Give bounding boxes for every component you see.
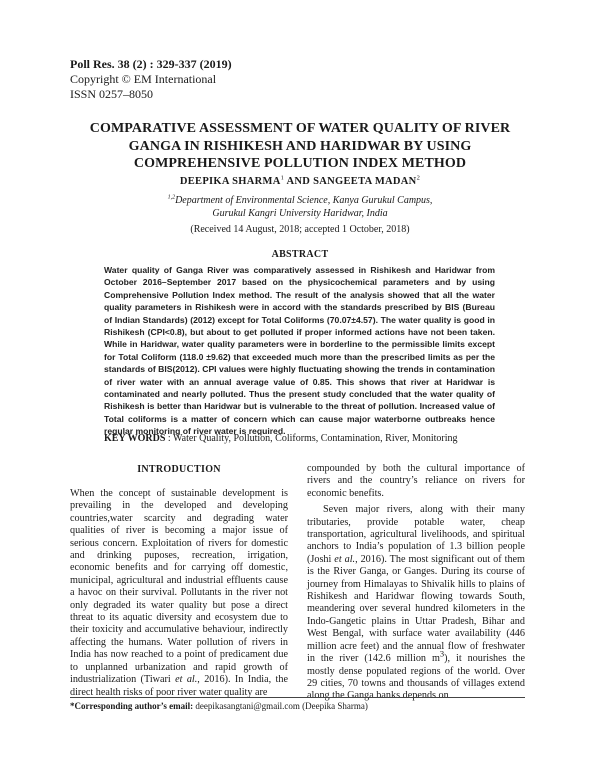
affiliation-line-2: Gurukul Kangri University Haridwar, India — [212, 207, 388, 219]
title-line-3: COMPREHENSIVE POLLUTION INDEX METHOD — [133, 156, 467, 171]
received-dates: (Received 14 August, 2018; accepted 1 October, 2018) — [190, 224, 410, 235]
title-line-2: GANGA IN RISHIKESH AND HARIDWAR BY USING — [128, 138, 472, 154]
left-column — [70, 488, 288, 699]
keywords — [104, 433, 524, 444]
right-column — [307, 463, 525, 703]
abstract-heading: ABSTRACT — [271, 249, 329, 260]
intro-paragraph-1-cont: compounded by both the cultural importance of rivers and the country’s reliance on rivers for economic benefits. — [307, 463, 525, 499]
journal-copyright: Copyright © EM International — [70, 72, 217, 86]
journal-volume: Poll Res. 38 (2) : 329-337 (2019) — [70, 57, 232, 71]
paper-title — [60, 120, 540, 173]
abstract-text: Water quality of Ganga River was comparatively assessed in Rishikesh and Haridwar from October 2016–September 2017 based on the physicochemical parameters and by using Comprehensive Pollution Index method. The result of the analysis showed that all the water quality parameters in Rishikesh were in accord with the standards prescribed by BIS (Bureau of Indian Standards) (2012) except for Total Coliforms (70.07±4.57). The water quality is good in Rishikesh (CPI<0.8), but about to get polluted if proper informed actions have not been taken. While in Haridwar, water quality parameters were in borderline to the permissible limits except for Total Coliform (118.0 ±9.62) that exceeded much more than the prescribed limits as per the standards of BIS(2012). CPI values were highly fluctuating showing the trends in contamination of river water with an annual average value of 0.85. This shows that river at Haridwar is contaminated and nearly polluted. Thus the present study concluded that the water quality of Rishikesh is better than Haridwar but is vulnerable to the threat of pollution. Increased value of Total coliforms is a matter of concern which can cause major waterborne outbreaks hence regular monitoring of river water is required. — [104, 265, 495, 437]
corresponding-author-footnote — [70, 701, 368, 711]
citation-etal: et al. — [175, 674, 198, 686]
intro-paragraph-2: Seven major rivers, along with their many tributaries, provide potable water, cheap transportation, agricultural livelihoods, and spiritual anchors to India’s population of 1.3 billion people (Joshi et al., 2016). The most significant out of them is the River Ganga, or Ganges. During its course of journey from Himalayas to Shivalik hills to plains of Rishikesh and Haridwar flowing towards South, meandering over several hundred kilometers in the Indo-Gangetic plains in Uttar Pradesh, Bihar and West Bengal, with surface water availability (446 million acre feet) and the annual flow of freshwater in the river (142.6 million $m^3$), it nourishes the mostly dense populated regions of the world. Over 29 cities, 70 towns and thousands of villages extend along the Ganga banks depends on — [307, 504, 525, 702]
author-joiner: AND — [284, 176, 314, 187]
author-1-affil-mark: 1 — [280, 174, 285, 182]
author-list — [60, 176, 540, 187]
footnote-label: *Corresponding author’s email: — [70, 701, 194, 711]
author-1: DEEPIKA SHARMA — [179, 176, 281, 187]
footnote-divider — [70, 697, 525, 698]
footnote-email[interactable]: deepikasangtani@gmail.com (Deepika Sharma) — [193, 701, 368, 711]
unit-superscript: 3 — [439, 648, 445, 659]
keywords-list: : Water Quality, Pollution, Coliforms, Contamination, River, Monitoring — [165, 433, 458, 444]
citation-etal: et al. — [334, 553, 356, 565]
journal-citation — [70, 57, 232, 102]
intro-paragraph-1: When the concept of sustainable development is prevailing in the developed and developing countries,water scarcity and degrading water qualities of river is becoming a major issue of serious concern. Exploitation of rivers for domestic and drinking puposes, recreation, irrigation, economic benefits and for carrying off domestic, municipal, agricultural and industrial effluents cause a havoc on their survival. Pollutants in the river not only degraded its water quality but pose a direct threat to its aquatic diversity and ecosystem due to their toxicity and accumulative behaviour, indirectly affecting the humans. Water pollution of rivers in India has now reached to a point of predicament due to unplanned urbanization and rapid growth of industrialization (Tiwari et al., 2016). In India, the direct health risks of poor river water quality are — [70, 488, 288, 698]
journal-issn: ISSN 0257–8050 — [70, 87, 154, 101]
affiliation-line-1: Department of Environmental Science, Kanya Gurukul Campus, — [175, 195, 433, 206]
keywords-label: KEY WORDS — [104, 433, 166, 444]
author-2: SANGEETA MADAN — [313, 176, 417, 187]
affiliation — [60, 195, 540, 220]
title-line-1: COMPARATIVE ASSESSMENT OF WATER QUALITY OF RIVER — [89, 121, 511, 136]
affiliation-mark: 1,2 — [167, 194, 176, 201]
author-2-affil-mark: 2 — [416, 174, 421, 182]
introduction-heading: INTRODUCTION — [137, 464, 221, 475]
